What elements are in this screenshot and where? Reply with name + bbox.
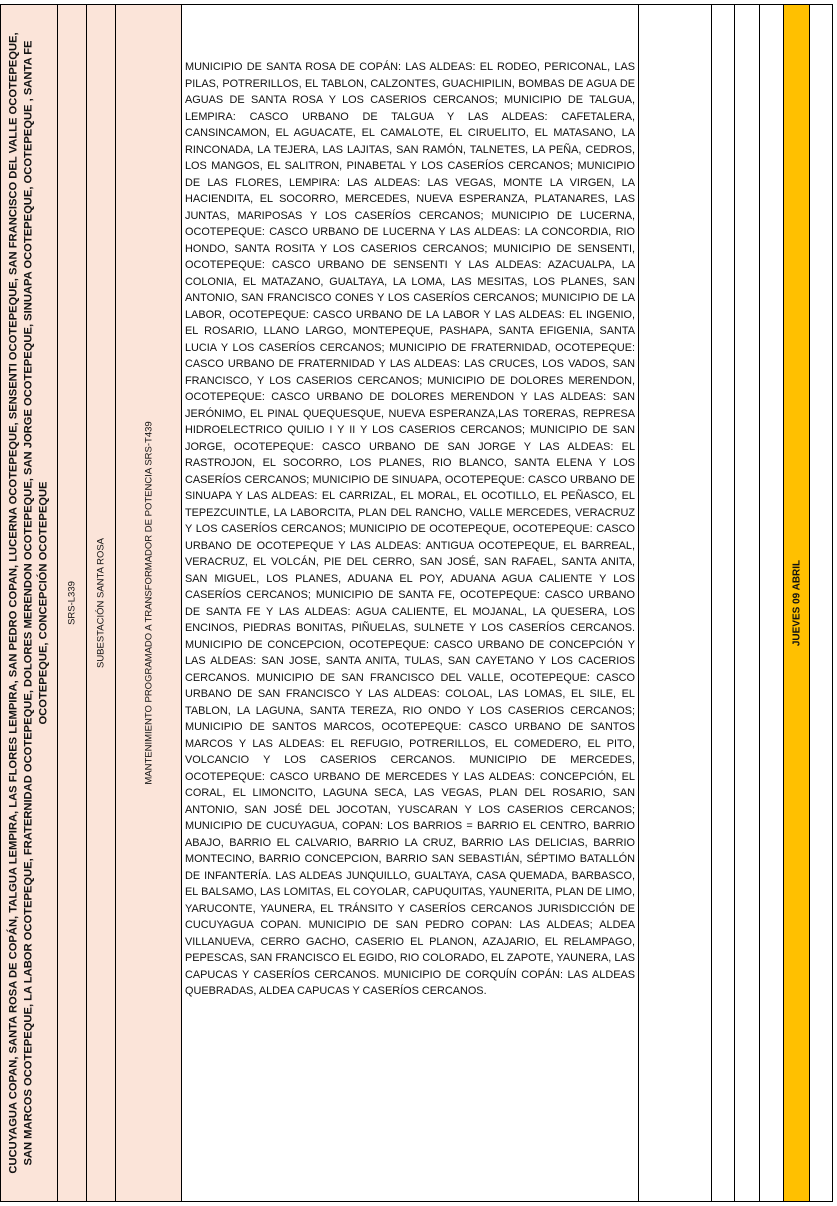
empty-cell-1 bbox=[638, 4, 712, 1202]
circuit-code-text: SRS-L339 bbox=[66, 581, 78, 625]
date-cell bbox=[783, 4, 810, 1202]
date-text: JUEVES 09 ABRIL bbox=[791, 559, 802, 647]
substation-cell bbox=[86, 4, 116, 1202]
municipios-text: CUCUYAGUA COPAN, SANTA ROSA DE COPÁN, TALGUA LEMPIRA, LAS FLORES LEMPIRA, SAN PEDRO COPAN, LUCERNA OCOTEPEQUE, SENSENTI OCOTEPEQUE, SAN FRANCISCO DEL VALLE OCOTEPEQUE, SAN MARCOS OCOTEPEQUE, LA LABOR OCOTEPEQUE, FRATERNIDAD OCOTEPEQUE, DOLORES MERENDON OCOTEPEQUE, SAN JORGE OCOTEPEQUE, SINUAPA OCOTEPEQUE, OCOTEPEQUE , SANTA FE OCOTEPEQUE, CONCEPCIÓN OCOTEPEQUE bbox=[7, 32, 50, 1174]
municipios-cell bbox=[0, 4, 58, 1202]
empty-cell-5 bbox=[809, 4, 833, 1202]
description-cell bbox=[115, 4, 182, 1202]
empty-cell-2 bbox=[711, 4, 735, 1202]
description-text: MANTENIMIENTO PROGRAMADO A TRANSFORMADOR DE POTENCIA SRS-T439 bbox=[143, 421, 154, 785]
affected-areas-cell bbox=[181, 4, 639, 1202]
affected-areas-text: MUNICIPIO DE SANTA ROSA DE COPÁN: LAS ALDEAS: EL RODEO, PERICONAL, LAS PILAS, POTRERILLOS, EL TABLON, CALZONTES, GUACHIPILIN, BOMBAS DE AGUA DE AGUAS DE SANTA ROSA Y LOS CASERIOS CERCANOS; MUNICIPIO DE TALGUA, LEMPIRA: CASCO URBANO DE TALGUA Y LAS ALDEAS: CAFETALERA, CANSINCAMON, EL AGUACATE, EL CAMALOTE, EL CIRUELITO, EL MATASANO, LA RINCONADA, LA TEJERA, LAS LAJITAS, SAN RAMÓN, TALNETES, LA PEÑA, CEDROS, LOS MANGOS, EL SALITRON, PINABETAL Y LOS CASERÍOS CERCANOS; MUNICIPIO DE LAS FLORES, LEMPIRA: LAS ALDEAS: LAS VEGAS, MONTE LA VIRGEN, LA HACIENDITA, EL SOCORRO, MERCEDES, NUEVA ESPERANZA, PLATANARES, LAS JUNTAS, MARIPOSAS Y LOS CASERÍOS CERCANOS; MUNICIPIO DE LUCERNA, OCOTEPEQUE: CASCO URBANO DE LUCERNA Y LAS ALDEAS: LA CONCORDIA, RIO HONDO, SANTA ROSITA Y LOS CASERIOS CERCANOS; MUNICIPIO DE SENSENTI, OCOTEPEQUE: CASCO URBANO DE SENSENTI Y LAS ALDEAS: AZACUALPA, LA COLONIA, EL MATAZANO, GUALTAYA, LA LOMA, LAS MESITAS, LOS PLANES, SAN ANTONIO, SAN FRANCISCO CONES Y LOS CASERÍOS CERCANOS; MUNICIPIO DE LA LABOR, OCOTEPEQUE: CASCO URBANO DE LA LABOR Y LAS ALDEAS: EL INGENIO, EL ROSARIO, LLANO LARGO, MONTEPEQUE, PASHAPA, SANTA EFIGENIA, SANTA LUCIA Y LOS CASERÍOS CERCANOS; MUNICIPIO DE FRATERNIDAD, OCOTEPEQUE: CASCO URBANO DE FRATERNIDAD Y LAS ALDEAS: LAS CRUCES, LOS VADOS, SAN FRANCISCO, Y LOS CASERIOS CERCANOS; MUNICIPIO DE DOLORES MERENDON, OCOTEPEQUE: CASCO URBANO DE DOLORES MERENDON Y LAS ALDEAS: SAN JERÓNIMO, EL PINAL QUEQUESQUE, NUEVA ESPERANZA,LAS TORERAS, REPRESA HIDROELECTRICO QUILIO I Y II Y LOS CASERIOS CERCANOS; MUNICIPIO DE SAN JORGE, OCOTEPEQUE: CASCO URBANO DE SAN JORGE Y LAS ALDEAS: EL RASTROJON, EL SOCORRO, LOS PLANES, RIO BLANCO, SANTA ELENA Y LOS CASERÍOS CERCANOS; MUNICIPIO DE SINUAPA, OCOTEPEQUE: CASCO URBANO DE SINUAPA Y LAS ALDEAS: EL CARRIZAL, EL MORAL, EL OCOTILLO, EL PEÑASCO, EL TEPEZCUINTLE, LA LABORCITA, PLAN DEL RANCHO, VALLE MERCEDES, VERACRUZ Y LOS CASERÍOS CERCANOS; MUNICIPIO DE OCOTEPEQUE, OCOTEPEQUE: CASCO URBANO DE OCOTEPEQUE Y LAS ALDEAS: ANTIGUA OCOTEPEQUE, EL BARREAL, VERACRUZ, EL VOLCÁN, PIE DEL CERRO, SAN JOSÉ, SAN RAFAEL, SANTA ANITA, SAN MIGUEL, LOS PLANES, ADUANA EL POY, ADUANA AGUA CALIENTE Y LOS CASERÍOS CERCANOS; MUNICIPIO DE SANTA FE, OCOTEPEQUE: CASCO URBANO DE SANTA FE Y LAS ALDEAS: AGUA CALIENTE, EL MOJANAL, LA QUESERA, LOS ENCINOS, PIEDRAS BONITAS, PIÑUELAS, SULNETE Y LOS CASERÍOS CERCANOS. MUNICIPIO DE CONCEPCION, OCOTEPEQUE: CASCO URBANO DE CONCEPCIÓN Y LAS ALDEAS: SAN JOSE, SANTA ANITA, TULAS, SAN CAYETANO Y LOS CACERIOS CERCANOS. MUNICIPIO DE SAN FRANCISCO DEL VALLE, OCOTEPEQUE: CASCO URBANO DE SAN FRANCISCO Y LAS ALDEAS: COLOAL, LAS LOMAS, EL SILE, EL TABLON, LA LAGUNA, SANTA TEREZA, RIO ONDO Y LOS CASERIOS CERCANOS; MUNICIPIO DE SANTOS MARCOS, OCOTEPEQUE: CASCO URBANO DE SANTOS MARCOS Y LAS ALDEAS: EL REFUGIO, POTRERILLOS, EL COMEDERO, EL PITO, VOLCANCIO Y LOS CASERIOS CERCANOS. MUNICIPIO DE MERCEDES, OCOTEPEQUE: CASCO URBANO DE MERCEDES Y LAS ALDEAS: CONCEPCIÓN, EL CORAL, EL LIMONCITO, LAGUNA SECA, LAS VEGAS, PLAN DEL ROSARIO, SAN ANTONIO, SAN JOSÉ DEL JOCOTAN, YUSCARAN Y LOS CASERIOS CERCANOS; MUNICIPIO DE CUCUYAGUA, COPAN: LOS BARRIOS = BARRIO EL CENTRO, BARRIO ABAJO, BARRIO EL CALVARIO, BARRIO LA CRUZ, BARRIO LAS DELICIAS, BARRIO MONTECINO, BARRIO CONCEPCION, BARRIO SAN SEBASTIÁN, SÉPTIMO BATALLÓN DE INFANTERÍA. LAS ALDEAS JUNQUILLO, GUALTAYA, CASA QUEMADA, BARBASCO, EL BALSAMO, LAS LOMITAS, EL COYOLAR, CAPUQUITAS, YAUNERITA, PLAN DE LIMO, YARUCONTE, YAUNERA, EL TRÁNSITO Y CASERÍOS CERCANOS JURISDICCIÓN DE CUCUYAGUA COPAN. MUNICIPIO DE SAN PEDRO COPAN: LAS ALDEAS; ALDEA VILLANUEVA, CERRO GACHO, CASERIO EL PLANON, AZAJARIO, EL RELAMPAGO, PEPESCAS, SAN FRANCISCO EL EGIDO, RIO COLORADO, EL ZAPOTE, YAUNERA, LAS CAPUCAS Y CASERÍOS CERCANOS. MUNICIPIO DE CORQUÍN COPÁN: LAS ALDEAS QUEBRADAS, ALDEA CAPUCAS Y CASERÍOS CERCANOS. bbox=[185, 61, 635, 997]
circuit-code-cell bbox=[57, 4, 87, 1202]
empty-cell-3 bbox=[734, 4, 760, 1202]
substation-text: SUBESTACIÓN SANTA ROSA bbox=[95, 537, 107, 669]
empty-cell-4 bbox=[759, 4, 784, 1202]
